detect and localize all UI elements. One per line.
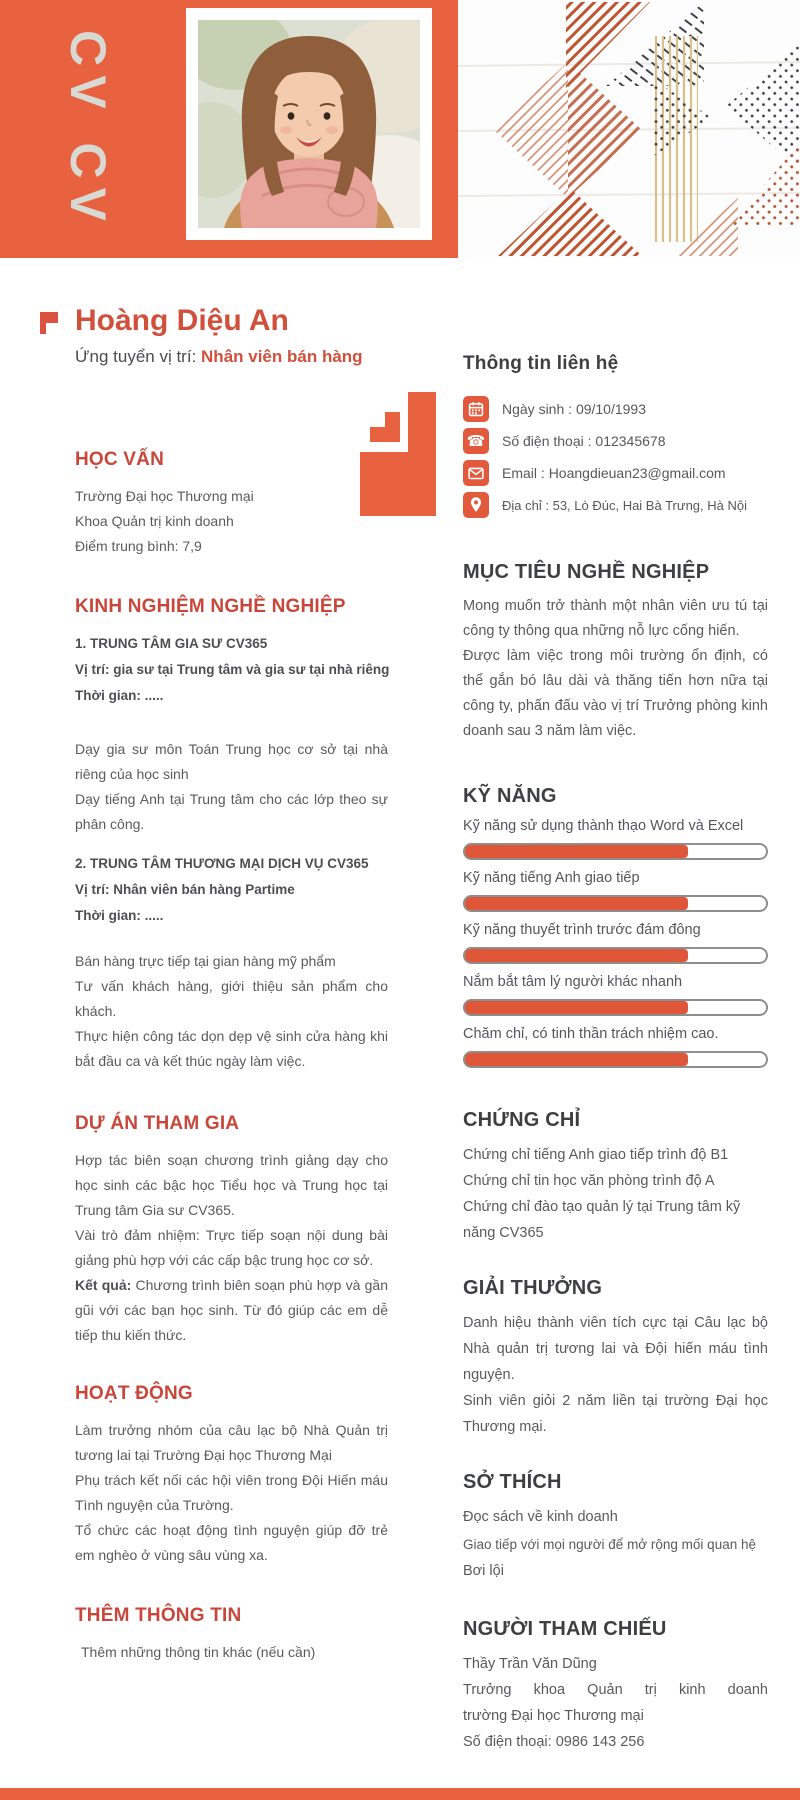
skill-item (463, 1024, 768, 1068)
contact-row-address (463, 492, 768, 518)
activity-line: Làm trưởng nhóm của câu lạc bộ Nhà Quản trị tương lai tại Trường Đại học Thương Mại (75, 1422, 388, 1463)
phone-icon: ☎ (463, 428, 489, 454)
contact-rows (463, 396, 768, 518)
skill-bar (463, 947, 768, 964)
hobby-line: Giao tiếp với mọi người để mở rộng mối quan hệ (463, 1537, 756, 1552)
skill-bar (463, 999, 768, 1016)
reference-title: Trưởng khoa Quản trị kinh doanh (463, 1682, 768, 1698)
section-education-heading: HỌC VẤN (75, 449, 165, 470)
section-contact-heading: Thông tin liên hệ (463, 353, 619, 374)
location-icon (463, 492, 489, 518)
certificate-line: Chứng chỉ tin học văn phòng trình độ A (463, 1173, 715, 1189)
section-hobbies-heading: SỞ THÍCH (463, 1471, 562, 1493)
contact-row-birthday (463, 396, 768, 422)
skill-item (463, 816, 768, 860)
skill-label: Kỹ năng thuyết trình trước đám đông (463, 922, 701, 938)
skill-bar-fill (465, 949, 688, 962)
project-paragraph: Hợp tác biên soạn chương trình giảng dạy cho học sinh các bậc học Tiểu học và Trung học tại Trung tâm Gia sư CV365. (75, 1152, 388, 1218)
portrait-illustration (198, 20, 420, 228)
job-duty: Dạy tiếng Anh tại Trung tâm cho các lớp theo sự phân công. (75, 791, 388, 832)
left-column (75, 296, 388, 1665)
brand-logo: CV CV (60, 30, 116, 230)
section-skills-heading: KỸ NĂNG (463, 785, 557, 807)
apply-position: Nhân viên bán hàng (201, 347, 363, 366)
flag-icon (35, 310, 61, 341)
job-position: Vị trí: Nhân viên bán hàng Partime (75, 882, 295, 897)
skill-item (463, 920, 768, 964)
contact-text: Số điện thoại : 012345678 (502, 433, 666, 449)
job-duty: Bán hàng trực tiếp tại gian hàng mỹ phẩm (75, 953, 336, 969)
skill-bar-fill (465, 845, 688, 858)
skill-bar (463, 1051, 768, 1068)
job-duty: Dạy gia sư môn Toán Trung học cơ sở tại nhà riêng của học sinh (75, 741, 388, 782)
project-role: Vài trò đảm nhiệm: Trực tiếp soạn nội dung bài giảng phù hợp với các cấp bậc trung học cơ sở. (75, 1227, 388, 1268)
triangle-pattern (458, 0, 800, 258)
skill-bar-fill (465, 897, 688, 910)
section-certificates-heading: CHỨNG CHỈ (463, 1109, 581, 1131)
job-position: Vị trí: gia sư tại Trung tâm và gia sư tại nhà riêng (75, 662, 390, 677)
project-result-label: Kết quả: (75, 1277, 132, 1293)
contact-text: Địa chỉ : 53, Lò Đúc, Hai Bà Trưng, Hà Nội (502, 497, 747, 513)
right-column (463, 296, 768, 1755)
apply-label: Ứng tuyển vị trí: (75, 347, 197, 366)
hobby-line: Bơi lội (463, 1563, 504, 1579)
skill-item (463, 868, 768, 912)
reference-org: trường Đại học Thương mại (463, 1708, 644, 1724)
objective-paragraph: Mong muốn trở thành một nhân viên ưu tú tại công ty thông qua những nỗ lực cống hiến. (463, 598, 768, 639)
email-icon (463, 460, 489, 486)
certificate-line: Chứng chỉ tiếng Anh giao tiếp trình độ B1 (463, 1147, 729, 1163)
applicant-name: Hoàng Diệu An (75, 304, 289, 337)
activity-line: Tổ chức các hoạt động tình nguyện giúp đỡ trẻ em nghèo ở vùng sâu vùng xa. (75, 1522, 388, 1563)
job-title: 1. TRUNG TÂM GIA SƯ CV365 (75, 636, 268, 651)
job-time: Thời gian: ..... (75, 688, 164, 703)
education-line: Trường Đại học Thương mại (75, 488, 254, 504)
section-more-info-heading: THÊM THÔNG TIN (75, 1605, 242, 1626)
award-line: Sinh viên giỏi 2 năm liền tại trường Đại học Thương mại. (463, 1393, 768, 1435)
project-result (75, 1273, 388, 1348)
job-duty: Thực hiện công tác dọn dẹp vệ sinh cửa hàng khi bắt đầu ca và kết thúc ngày làm việc. (75, 1028, 388, 1069)
profile-photo (186, 8, 432, 240)
job-duty: Tư vấn khách hàng, giới thiệu sản phẩm cho khách. (75, 978, 388, 1019)
apply-position-line (75, 346, 388, 368)
section-experience-heading: KINH NGHIỆM NGHỀ NGHIỆP (75, 596, 346, 617)
education-line: Điểm trung bình: 7,9 (75, 538, 202, 554)
contact-row-phone (463, 428, 768, 454)
job-title: 2. TRUNG TÂM THƯƠNG MẠI DỊCH VỤ CV365 (75, 856, 369, 871)
education-line: Khoa Quản trị kinh doanh (75, 513, 234, 529)
section-projects-heading: DỰ ÁN THAM GIA (75, 1113, 240, 1134)
activity-line: Phụ trách kết nối các hội viên trong Đội Hiến máu Tình nguyện của Trường. (75, 1472, 388, 1513)
reference-name: Thầy Trần Văn Dũng (463, 1656, 597, 1672)
skill-label: Kỹ năng tiếng Anh giao tiếp (463, 870, 640, 886)
skill-bar-fill (465, 1001, 688, 1014)
project-result-text: Chương trình biên soạn phù hợp và gần gũi với các bạn học sinh. Từ đó giúp các em dễ tiếp thu kiến thức. (75, 1277, 388, 1343)
section-objective-heading: MỤC TIÊU NGHỀ NGHIỆP (463, 561, 710, 583)
footer-accent-bar (0, 1788, 800, 1800)
skill-bar (463, 895, 768, 912)
skill-item (463, 972, 768, 1016)
contact-row-email (463, 460, 768, 486)
section-activities-heading: HOẠT ĐỘNG (75, 1383, 193, 1404)
section-awards-heading: GIẢI THƯỞNG (463, 1277, 603, 1299)
calendar-icon (463, 396, 489, 422)
skill-bar (463, 843, 768, 860)
skill-label: Kỹ năng sử dụng thành thạo Word và Excel (463, 818, 744, 834)
contact-text: Email : Hoangdieuan23@gmail.com (502, 465, 726, 481)
job-time: Thời gian: ..... (75, 908, 164, 923)
objective-paragraph: Được làm việc trong môi trường ổn định, có thể gắn bó lâu dài và thăng tiến hơn nữa tại công ty, phấn đấu vào vị trí Trưởng phòng kinh doanh sau 3 năm làm việc. (463, 648, 768, 739)
name-row (75, 302, 388, 340)
reference-phone: Số điện thoại: 0986 143 256 (463, 1734, 645, 1750)
contact-text: Ngày sinh : 09/10/1993 (502, 401, 647, 417)
more-info-line: Thêm những thông tin khác (nếu cần) (81, 1644, 316, 1660)
hobby-line: Đọc sách về kinh doanh (463, 1509, 618, 1525)
geometric-pattern-panel (458, 0, 800, 258)
section-reference-heading: NGƯỜI THAM CHIẾU (463, 1618, 667, 1640)
award-line: Danh hiệu thành viên tích cực tại Câu lạc bộ Nhà quản trị tương lai và Đội hiến máu tình nguyện. (463, 1315, 768, 1383)
skill-label: Nắm bắt tâm lý người khác nhanh (463, 974, 683, 990)
skill-bar-fill (465, 1053, 688, 1066)
certificate-line: Chứng chỉ đào tạo quản lý tại Trung tâm kỹ năng CV365 (463, 1199, 741, 1241)
skill-label: Chăm chỉ, có tinh thần trách nhiệm cao. (463, 1026, 719, 1042)
